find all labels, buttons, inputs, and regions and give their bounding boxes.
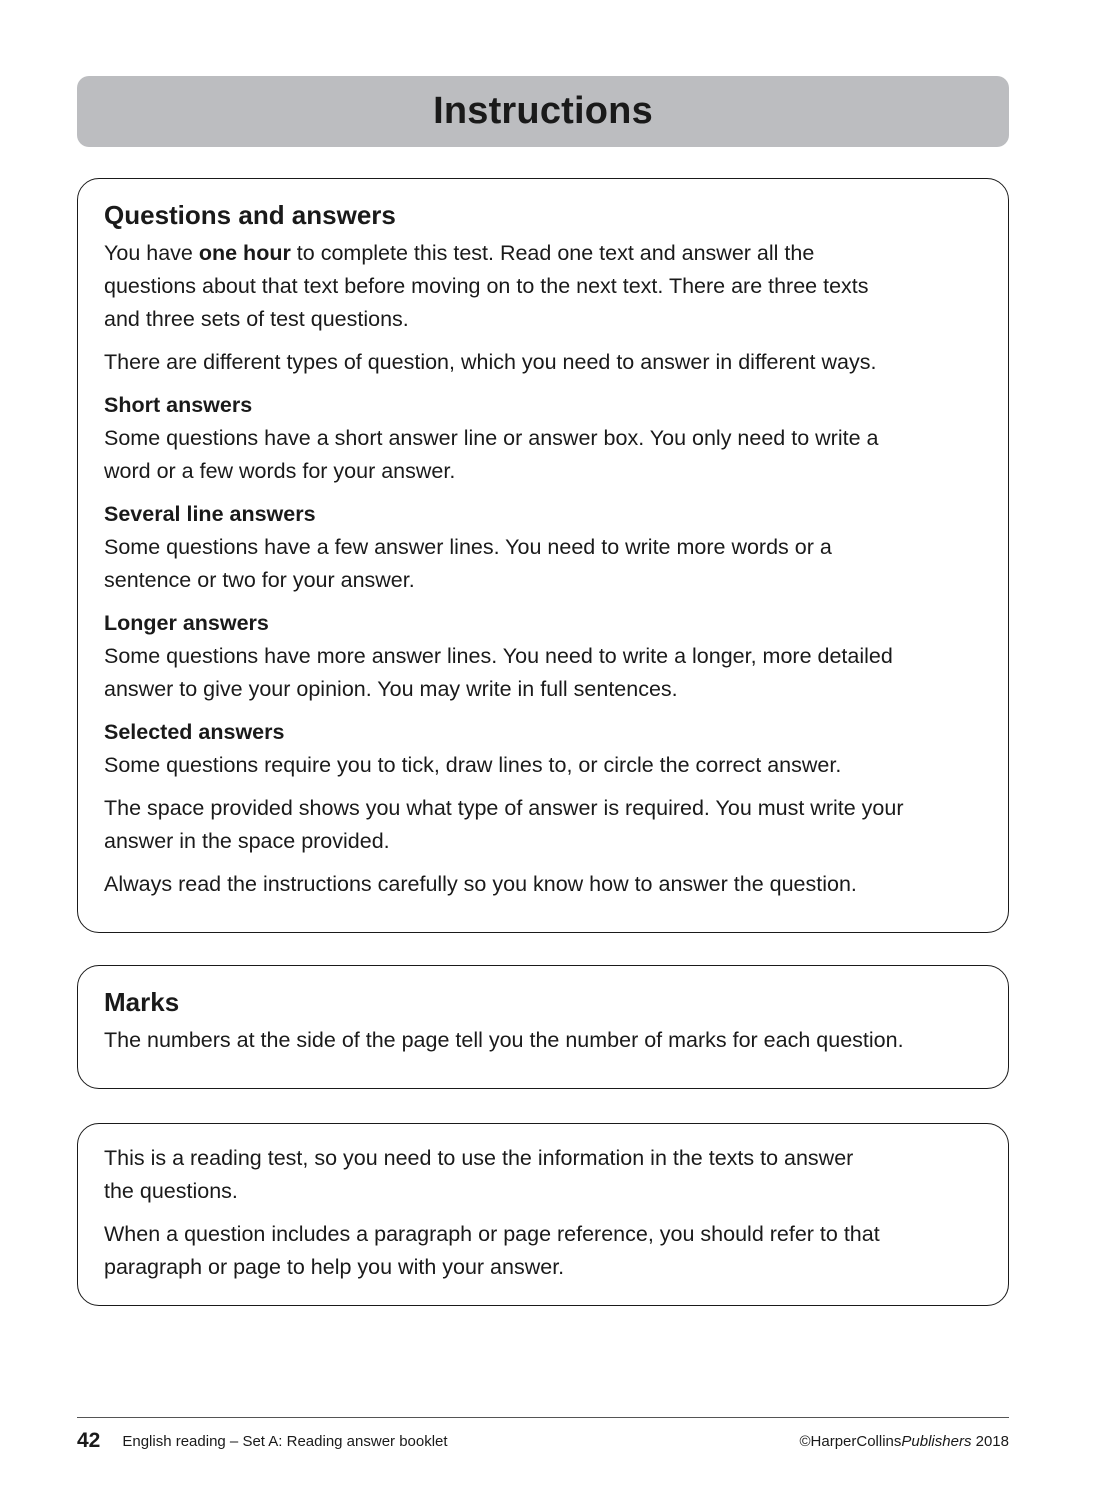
- short-answers-line2: word or a few words for your answer.: [104, 459, 456, 483]
- copyright-notice: [799, 1433, 1009, 1450]
- longer-answers-section: [104, 607, 988, 706]
- copyright-post: 2018: [971, 1432, 1009, 1450]
- page-number: 42: [77, 1429, 101, 1452]
- reading-test-p2-line2: paragraph or page to help you with your answer.: [104, 1255, 565, 1279]
- question-types-paragraph: There are different types of question, which you need to answer in different ways.: [104, 350, 877, 374]
- longer-answers-line1: Some questions have more answer lines. You need to write a longer, more detailed: [104, 644, 893, 668]
- copyright-pre: ©HarperCollins: [799, 1432, 902, 1450]
- several-line-answers-heading: Several line answers: [104, 502, 316, 526]
- intro-text-line3: and three sets of test questions.: [104, 307, 409, 331]
- reading-test-paragraph-1: [104, 1142, 988, 1208]
- reading-test-box: [77, 1123, 1009, 1306]
- short-answers-line1: Some questions have a short answer line or answer box. You only need to write a: [104, 426, 879, 450]
- intro-text-line2: questions about that text before moving on to the next text. There are three texts: [104, 274, 869, 298]
- several-line-answers-line1: Some questions have a few answer lines. You need to write more words or a: [104, 535, 832, 559]
- marks-box: [77, 965, 1009, 1089]
- selected-answers-heading: Selected answers: [104, 720, 285, 744]
- several-line-answers-line2: sentence or two for your answer.: [104, 568, 415, 592]
- reading-test-p2-line1: When a question includes a paragraph or page reference, you should refer to that: [104, 1222, 880, 1246]
- title-banner: [77, 76, 1009, 147]
- reading-test-p1-line2: the questions.: [104, 1179, 238, 1203]
- intro-text-bold: one hour: [198, 241, 291, 265]
- page-footer: [77, 1426, 1009, 1456]
- read-instructions-paragraph: Always read the instructions carefully so you know how to answer the question.: [104, 872, 857, 896]
- several-line-answers-section: [104, 498, 988, 597]
- copyright-italic: Publishers: [901, 1432, 972, 1450]
- space-provided-line2: answer in the space provided.: [104, 829, 390, 853]
- short-answers-heading: Short answers: [104, 393, 253, 417]
- page-title: Instructions: [433, 90, 653, 132]
- space-provided-paragraph: [104, 792, 988, 858]
- footer-divider: [77, 1417, 1009, 1418]
- marks-text: The numbers at the side of the page tell you the number of marks for each question.: [104, 1028, 904, 1052]
- selected-answers-line1: Some questions require you to tick, draw lines to, or circle the correct answer.: [104, 753, 842, 777]
- short-answers-section: [104, 389, 988, 488]
- longer-answers-line2: answer to give your opinion. You may write in full sentences.: [104, 677, 678, 701]
- selected-answers-section: [104, 716, 988, 782]
- questions-answers-heading: Questions and answers: [104, 200, 396, 230]
- intro-paragraph: [104, 237, 988, 336]
- space-provided-line1: The space provided shows you what type of answer is required. You must write your: [104, 796, 904, 820]
- reading-test-paragraph-2: [104, 1218, 988, 1284]
- reading-test-p1-line1: This is a reading test, so you need to use the information in the texts to answer: [104, 1146, 854, 1170]
- intro-text-pre: You have: [104, 241, 199, 265]
- questions-answers-box: [77, 178, 1009, 933]
- intro-text-post: to complete this test. Read one text and answer all the: [290, 241, 815, 265]
- marks-heading: Marks: [104, 987, 180, 1017]
- booklet-title: English reading – Set A: Reading answer booklet: [122, 1432, 448, 1450]
- longer-answers-heading: Longer answers: [104, 611, 269, 635]
